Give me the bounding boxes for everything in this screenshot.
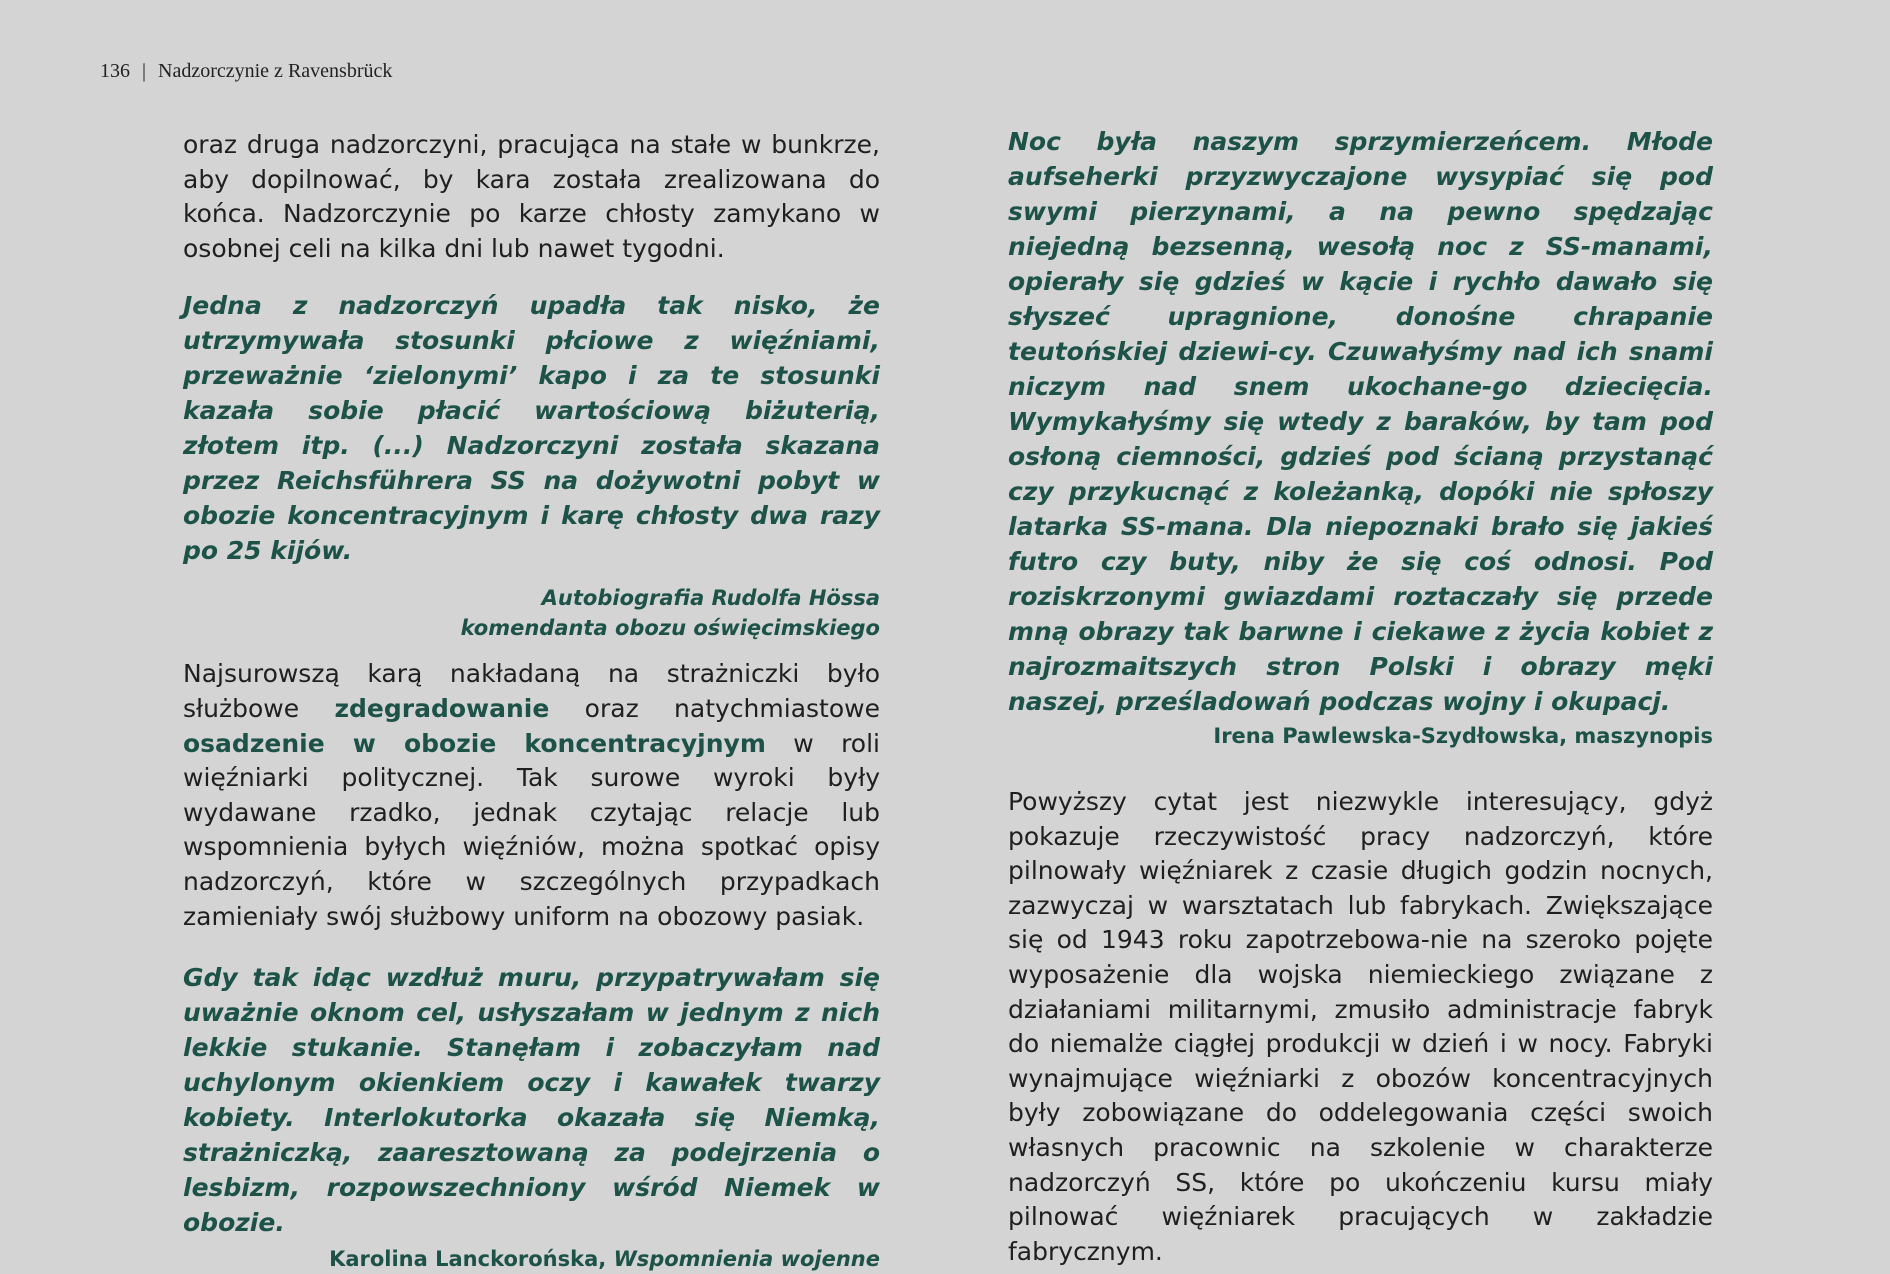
attrib-lanckoronska-author: Karolina Lanckorońska, — [329, 1247, 614, 1272]
quote-hoss-attribution — [183, 583, 880, 643]
attrib-hoss-line1: Autobiografia Rudolfa Hössa — [541, 586, 880, 611]
paragraph-2 — [183, 657, 880, 934]
quote-pawlewska: Noc była naszym sprzymierzeńcem. Młode aufseherki przyzwyczajone wysypiać się pod swymi pierzynami, a na pewno spędzając niejedną bezsenną, wesołą noc z SS-manami, opierały się gdzieś w kącie i rychło dawało się słyszeć upragnione, donośne chrapanie teutońskiej dziewi-cy. Czuwałyśmy nad ich snami niczym nad snem ukochane-go dziecięcia. Wymykałyśmy się wtedy z baraków, by tam pod osłoną ciemności, gdzieś pod ścianą przystanąć czy przykucnąć z koleżanką, dopóki nie spłoszy latarka SS-mana. Dla niepoznaki brało się jakieś futro czy buty, niby że się coś odnosi. Pod roziskrzonymi gwiazdami roztaczały się przede mną obrazy tak barwne i ciekawe z życia kobiet z najrozmaitszych stron Polski i obrazy męki naszej, prześladowań podczas wojny i okupacj. — [1008, 127, 1713, 716]
quote-lanckoronska: Gdy tak idąc wzdłuż muru, przypatrywałam się uważnie oknom cel, usłyszałam w jednym z nich lekkie stukanie. Stanęłam i zobaczyłam nad uchylonym okienkiem oczy i kawałek twarzy kobiety. Interlokutorka okazała się Niemką, strażniczką, zaaresztowaną za podejrzenia o lesbizm, rozpowszechniony wśród Niemek w obozie. — [183, 963, 880, 1238]
paragraph-1: oraz druga nadzorczyni, pracująca na stałe w bunkrze, aby dopilnować, by kara została zrealizowana do końca. Nadzorczynie po karze chłosty zamykano w osobnej celi na kilka dni lub nawet tygodni. — [183, 130, 880, 263]
left-column — [183, 128, 880, 1274]
paragraph-3: Powyższy cytat jest niezwykle interesujący, gdyż pokazuje rzeczywistość pracy nadzorczyń, które pilnowały więźniarek z czasie długich godzin nocnych, zazwyczaj w warsztatach lub fabrykach. Zwiększające się od 1943 roku zapotrzebowa-nie na szeroko pojęte wyposażenie dla wojska niemieckiego związane z działaniami militarnymi, zmusiło administracje fabryk do niemalże ciągłej produkcji w dzień i w nocy. Fabryki wynajmujące więźniarki z obozów koncentracyjnych były zobowiązane do oddelegowania części swoich własnych pracownic na szkolenie w charakterze nadzorczyń SS, które po ukończeniu kursu miały pilnować więźniarek pracujących w zakładzie fabrycznym. — [1008, 787, 1713, 1266]
quote-pawlewska-attribution: Irena Pawlewska-Szydłowska, maszynopis — [1213, 724, 1713, 748]
quote-lanckoronska-attribution — [183, 1244, 880, 1274]
right-column — [1008, 124, 1713, 1269]
quote-hoss: Jedna z nadzorczyń upadła tak nisko, że utrzymywała stosunki płciowe z więźniami, przeważnie ‘zielonymi’ kapo i za te stosunki kazała sobie płacić wartościową biżuterią, złotem itp. (...) Nadzorczyni została skazana przez Reichsführera SS na dożywotni pobyt w obozie koncentracyjnym i karę chłosty dwa razy po 25 kijów. — [183, 291, 880, 566]
attrib-lanckoronska-work: Wspomnienia wojenne — [613, 1247, 880, 1272]
attrib-hoss-line2: komendanta obozu oświęcimskiego — [460, 616, 880, 641]
book-title: Nadzorczynie z Ravensbrück — [158, 60, 393, 82]
header-separator: | — [142, 60, 147, 82]
para2-text-e: w roli więźniarki politycznej. Tak surowe wyroki były wydawane rzadko, jednak czytając relacje lub wspomnienia byłych więźniów, można spotkać opisy nadzorczyń, które w szczególnych przypadkach zamieniały swój służbowy uniform na obozowy pasiak. — [183, 728, 880, 931]
running-head — [100, 60, 392, 83]
para2-text-c: oraz natychmiastowe — [549, 693, 880, 723]
page-number: 136 — [100, 60, 130, 82]
para2-emph-degradation: zdegradowanie — [334, 693, 550, 723]
para2-emph-camp: osadzenie w obozie koncentracyjnym — [183, 728, 766, 758]
para2-text-a: Najsurowszą karą nakładaną na strażniczki było służbowe — [183, 659, 880, 723]
